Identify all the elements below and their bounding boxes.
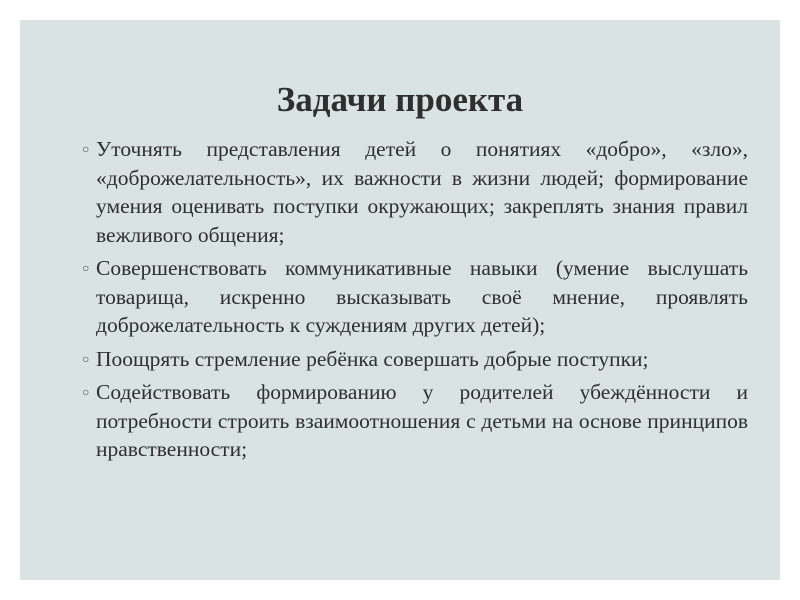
task-text: Содействовать формированию у родителей убеждённости и потребности строить взаимоотношения с детьми на основе принципов нравственности; <box>96 380 748 461</box>
circle-bullet-icon: ○ <box>82 142 90 156</box>
task-text: Поощрять стремление ребёнка совершать добрые поступки; <box>96 346 649 371</box>
task-item <box>82 254 748 340</box>
task-text: Совершенствовать коммуникативные навыки (умение выслушать товарища, искренно высказывать своё мнение, проявлять доброжелательность к суждениям других детей); <box>96 256 748 337</box>
task-item <box>82 135 748 249</box>
task-list <box>82 135 748 469</box>
task-text: Уточнять представления детей о понятиях «добро», «зло», «доброжелательность», их важности в жизни людей; формирование умения оценивать поступки окружающих; закреплять знания правил вежливого общения; <box>96 137 748 247</box>
slide <box>20 20 780 580</box>
slide-title: Задачи проекта <box>276 80 524 119</box>
circle-bullet-icon: ○ <box>82 385 90 399</box>
task-item <box>82 345 748 374</box>
circle-bullet-icon: ○ <box>82 261 90 275</box>
task-item <box>82 378 748 464</box>
circle-bullet-icon: ○ <box>82 351 90 366</box>
